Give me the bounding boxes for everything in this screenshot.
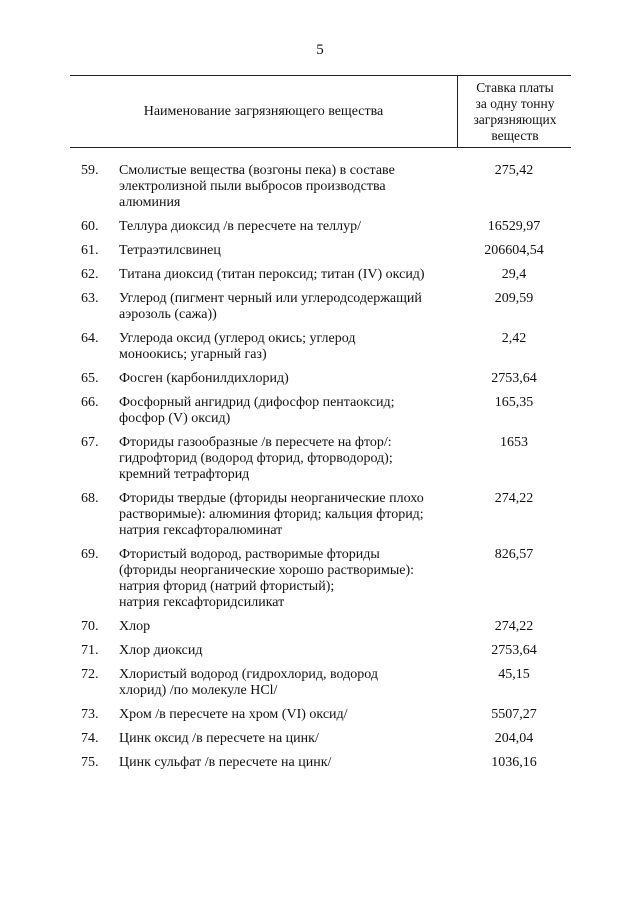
table-row bbox=[0, 619, 640, 635]
substance-name bbox=[119, 243, 459, 259]
table-row bbox=[0, 435, 640, 483]
header-rate-line: Ставка платы bbox=[476, 79, 554, 95]
table-row bbox=[0, 243, 640, 259]
substance-name bbox=[119, 731, 459, 747]
substance-name-line: Смолистые вещества (возгоны пека) в составе bbox=[119, 163, 395, 178]
fee-rate: 274,22 bbox=[494, 491, 534, 506]
row-number: 72. bbox=[81, 667, 99, 682]
substance-name bbox=[119, 547, 459, 611]
table-row bbox=[0, 667, 640, 699]
substance-name bbox=[119, 291, 459, 323]
substance-name-line: (фториды неорганические хорошо растворимые): bbox=[119, 563, 414, 578]
row-number: 66. bbox=[81, 395, 99, 410]
header-substance-name: Наименование загрязняющего вещества bbox=[143, 103, 384, 119]
substance-name-line: электролизной пыли выбросов производства bbox=[119, 179, 386, 194]
substance-name-line: Цинк сульфат /в пересчете на цинк/ bbox=[119, 755, 332, 770]
fee-rate: 29,4 bbox=[501, 267, 527, 282]
fee-rate: 204,04 bbox=[494, 731, 534, 746]
fee-rate: 2753,64 bbox=[491, 643, 537, 658]
table-row bbox=[0, 219, 640, 235]
table-row bbox=[0, 291, 640, 323]
substance-name-line: моноокись; угарный газ) bbox=[119, 347, 267, 362]
substance-name-line: натрия гексафторалюминат bbox=[119, 523, 283, 538]
table-header bbox=[70, 75, 571, 148]
table-row bbox=[0, 395, 640, 427]
substance-name-line: растворимые): алюминия фторид; кальция фторид; bbox=[119, 507, 424, 522]
header-rate-line: за одну тонну bbox=[475, 95, 555, 111]
fee-rate: 5507,27 bbox=[491, 707, 537, 722]
row-number: 59. bbox=[81, 163, 99, 178]
row-number: 62. bbox=[81, 267, 99, 282]
table-row bbox=[0, 371, 640, 387]
fee-rate: 1653 bbox=[500, 435, 528, 450]
fee-rate: 2,42 bbox=[501, 331, 527, 346]
table-row bbox=[0, 163, 640, 211]
substance-name-line: Углерода оксид (углерод окись; углерод bbox=[119, 331, 356, 346]
substance-name-line: кремний тетрафторид bbox=[119, 467, 250, 482]
row-number: 70. bbox=[81, 619, 99, 634]
substance-name bbox=[119, 667, 459, 699]
table-row bbox=[0, 267, 640, 283]
fee-rate: 1036,16 bbox=[491, 755, 537, 770]
substance-name bbox=[119, 491, 459, 539]
substance-name bbox=[119, 395, 459, 427]
substance-name-line: натрия гексафторидсиликат bbox=[119, 595, 285, 610]
header-fee-rate bbox=[457, 76, 572, 147]
fee-rate: 16529,97 bbox=[487, 219, 541, 234]
row-number: 75. bbox=[81, 755, 99, 770]
fee-rate: 209,59 bbox=[494, 291, 534, 306]
substance-name bbox=[119, 435, 459, 483]
header-rate-line: веществ bbox=[491, 127, 539, 143]
substance-name-line: Хром /в пересчете на хром (VI) оксид/ bbox=[119, 707, 348, 722]
row-number: 71. bbox=[81, 643, 99, 658]
substance-name bbox=[119, 371, 459, 387]
substance-name-line: Фосфорный ангидрид (дифосфор пентаоксид; bbox=[119, 395, 395, 410]
row-number: 67. bbox=[81, 435, 99, 450]
header-rate-line: загрязняющих bbox=[473, 111, 557, 127]
substance-name bbox=[119, 267, 459, 283]
substance-name-line: Теллура диоксид /в пересчете на теллур/ bbox=[119, 219, 362, 234]
substance-name bbox=[119, 331, 459, 363]
table-row bbox=[0, 755, 640, 771]
substance-name-line: Фториды твердые (фториды неорганические плохо bbox=[119, 491, 424, 506]
fee-rate: 206604,54 bbox=[484, 243, 544, 258]
row-number: 69. bbox=[81, 547, 99, 562]
substance-name bbox=[119, 163, 459, 211]
substance-name-line: Цинк оксид /в пересчете на цинк/ bbox=[119, 731, 319, 746]
row-number: 64. bbox=[81, 331, 99, 346]
substance-name bbox=[119, 755, 459, 771]
row-number: 60. bbox=[81, 219, 99, 234]
substance-name bbox=[119, 707, 459, 723]
substance-name-line: аэрозоль (сажа)) bbox=[119, 307, 217, 322]
substance-name bbox=[119, 619, 459, 635]
fee-rate: 165,35 bbox=[494, 395, 534, 410]
substance-name bbox=[119, 219, 459, 235]
table-row bbox=[0, 643, 640, 659]
substance-name-line: Фосген (карбонилдихлорид) bbox=[119, 371, 289, 386]
substance-name-line: Хлор диоксид bbox=[119, 643, 203, 658]
substance-name-line: Фториды газообразные /в пересчете на фтор/: bbox=[119, 435, 392, 450]
substance-name-line: хлорид) /по молекуле HCl/ bbox=[119, 683, 278, 698]
substance-name-line: Тетраэтилсвинец bbox=[119, 243, 221, 258]
fee-rate: 274,22 bbox=[494, 619, 534, 634]
fee-rate: 45,15 bbox=[498, 667, 530, 682]
table-row bbox=[0, 707, 640, 723]
substance-name-line: натрия фторид (натрий фтористый); bbox=[119, 579, 335, 594]
row-number: 68. bbox=[81, 491, 99, 506]
substance-name-line: Титана диоксид (титан пероксид; титан (IV) оксид) bbox=[119, 267, 425, 282]
fee-rate: 275,42 bbox=[494, 163, 534, 178]
table-row bbox=[0, 547, 640, 611]
page-number: 5 bbox=[316, 42, 324, 58]
substance-name-line: алюминия bbox=[119, 195, 181, 210]
substance-name-line: фосфор (V) оксид) bbox=[119, 411, 231, 426]
row-number: 73. bbox=[81, 707, 99, 722]
fee-rate: 826,57 bbox=[494, 547, 534, 562]
table-row bbox=[0, 491, 640, 539]
fee-rate: 2753,64 bbox=[491, 371, 537, 386]
substance-name bbox=[119, 643, 459, 659]
substance-name-line: Хлористый водород (гидрохлорид, водород bbox=[119, 667, 378, 682]
row-number: 61. bbox=[81, 243, 99, 258]
row-number: 65. bbox=[81, 371, 99, 386]
substance-name-line: гидрофторид (водород фторид, фторводород); bbox=[119, 451, 393, 466]
row-number: 63. bbox=[81, 291, 99, 306]
substance-name-line: Углерод (пигмент черный или углеродсодержащий bbox=[119, 291, 422, 306]
table-row bbox=[0, 731, 640, 747]
row-number: 74. bbox=[81, 731, 99, 746]
table-row bbox=[0, 331, 640, 363]
substance-name-line: Хлор bbox=[119, 619, 151, 634]
table-body bbox=[0, 163, 640, 779]
substance-name-line: Фтористый водород, растворимые фториды bbox=[119, 547, 380, 562]
